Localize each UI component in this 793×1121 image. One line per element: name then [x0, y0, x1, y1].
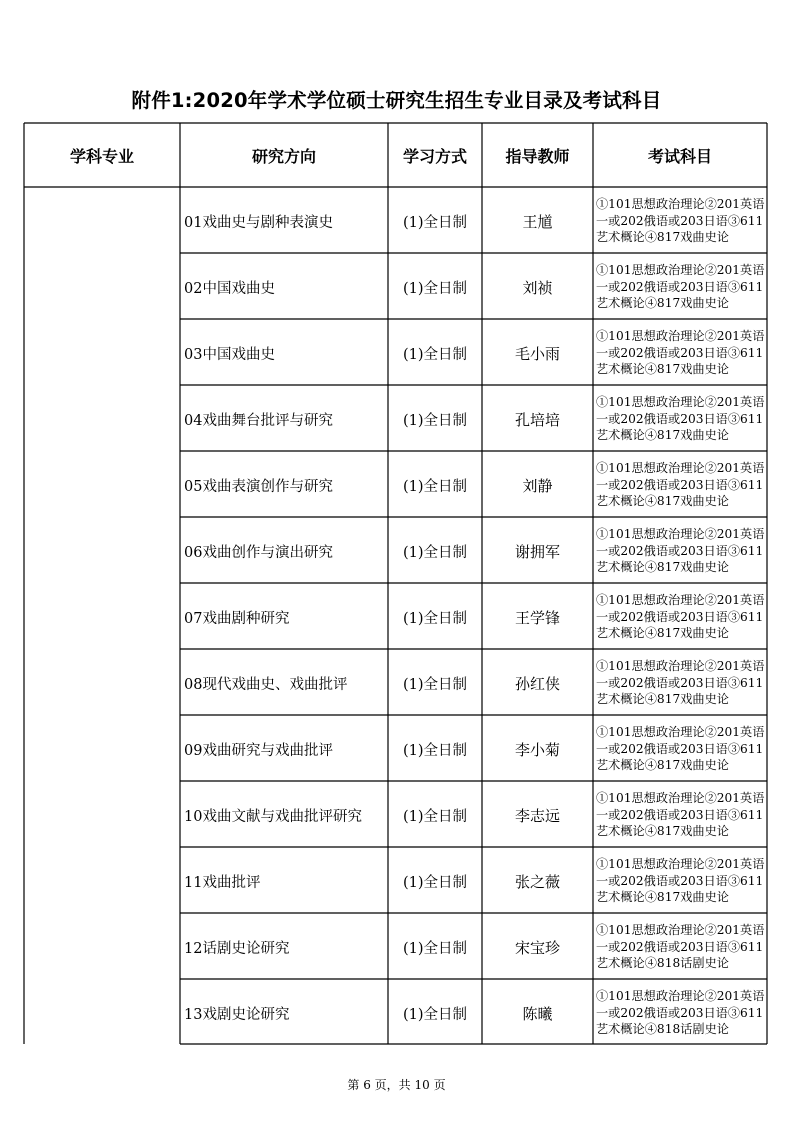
- exam-cell: ①101思想政治理论②201英语一或202俄语或203日语③611艺术概论④817戏曲史论: [596, 857, 765, 905]
- header-exam: 考试科目: [647, 146, 712, 166]
- direction-cell: 06戏曲创作与演出研究: [184, 544, 333, 561]
- mode-cell: (1)全日制: [402, 610, 468, 627]
- exam-cell: ①101思想政治理论②201英语一或202俄语或203日语③611艺术概论④817戏曲史论: [596, 527, 765, 575]
- exam-cell: ①101思想政治理论②201英语一或202俄语或203日语③611艺术概论④817戏曲史论: [596, 659, 765, 707]
- mode-cell: (1)全日制: [402, 874, 468, 891]
- mode-cell: (1)全日制: [402, 478, 468, 495]
- tutor-cell: 谢拥军: [514, 542, 560, 561]
- exam-cell: ①101思想政治理论②201英语一或202俄语或203日语③611艺术概论④817戏曲史论: [596, 197, 765, 245]
- mode-cell: (1)全日制: [402, 280, 468, 297]
- mode-cell: (1)全日制: [402, 1006, 468, 1023]
- direction-cell: 10戏曲文献与戏曲批评研究: [184, 808, 362, 825]
- direction-cell: 04戏曲舞台批评与研究: [184, 412, 333, 429]
- mode-cell: (1)全日制: [402, 412, 468, 429]
- tutor-cell: 李小菊: [514, 740, 560, 759]
- mode-cell: (1)全日制: [402, 940, 468, 957]
- tutor-cell: 张之薇: [514, 872, 560, 891]
- exam-cell: ①101思想政治理论②201英语一或202俄语或203日语③611艺术概论④817戏曲史论: [596, 593, 765, 641]
- direction-cell: 09戏曲研究与戏曲批评: [184, 742, 333, 759]
- exam-cell: ①101思想政治理论②201英语一或202俄语或203日语③611艺术概论④817戏曲史论: [596, 725, 765, 773]
- direction-cell: 13戏剧史论研究: [184, 1006, 290, 1023]
- direction-cell: 05戏曲表演创作与研究: [184, 478, 333, 495]
- tutor-cell: 刘静: [522, 476, 553, 495]
- mode-cell: (1)全日制: [402, 544, 468, 561]
- mode-cell: (1)全日制: [402, 214, 468, 231]
- direction-cell: 11戏曲批评: [184, 874, 261, 891]
- exam-cell: ①101思想政治理论②201英语一或202俄语或203日语③611艺术概论④817戏曲史论: [596, 461, 765, 509]
- exam-cell: ①101思想政治理论②201英语一或202俄语或203日语③611艺术概论④817戏曲史论: [596, 791, 765, 839]
- direction-cell: 01戏曲史与剧种表演史: [184, 214, 333, 231]
- tutor-cell: 毛小雨: [514, 344, 560, 363]
- mode-cell: (1)全日制: [402, 742, 468, 759]
- tutor-cell: 孔培培: [514, 410, 560, 429]
- direction-cell: 03中国戏曲史: [184, 346, 275, 363]
- direction-cell: 07戏曲剧种研究: [184, 610, 290, 627]
- tutor-cell: 李志远: [514, 806, 560, 825]
- header-direction: 研究方向: [251, 146, 316, 166]
- exam-cell: ①101思想政治理论②201英语一或202俄语或203日语③611艺术概论④817戏曲史论: [596, 395, 765, 443]
- direction-cell: 08现代戏曲史、戏曲批评: [184, 676, 348, 693]
- tutor-cell: 宋宝珍: [514, 938, 560, 957]
- header-mode: 学习方式: [402, 146, 467, 166]
- tutor-cell: 陈曦: [522, 1004, 553, 1023]
- header-tutor: 指导教师: [505, 146, 570, 166]
- header-major: 学科专业: [69, 146, 134, 166]
- tutor-cell: 孙红侠: [514, 674, 560, 693]
- mode-cell: (1)全日制: [402, 808, 468, 825]
- mode-cell: (1)全日制: [402, 676, 468, 693]
- tutor-cell: 刘祯: [522, 278, 553, 297]
- exam-cell: ①101思想政治理论②201英语一或202俄语或203日语③611艺术概论④817戏曲史论: [596, 329, 765, 377]
- page-footer: 第 6 页，共 10 页: [347, 1078, 446, 1092]
- direction-cell: 12话剧史论研究: [184, 940, 290, 957]
- tutor-cell: 王馗: [522, 212, 553, 231]
- exam-cell: ①101思想政治理论②201英语一或202俄语或203日语③611艺术概论④818话剧史论: [596, 923, 765, 971]
- exam-cell: ①101思想政治理论②201英语一或202俄语或203日语③611艺术概论④818话剧史论: [596, 989, 765, 1037]
- mode-cell: (1)全日制: [402, 346, 468, 363]
- direction-cell: 02中国戏曲史: [184, 280, 275, 297]
- page-title: 附件1:2020年学术学位硕士研究生招生专业目录及考试科目: [131, 89, 662, 112]
- exam-cell: ①101思想政治理论②201英语一或202俄语或203日语③611艺术概论④817戏曲史论: [596, 263, 765, 311]
- tutor-cell: 王学锋: [514, 608, 560, 627]
